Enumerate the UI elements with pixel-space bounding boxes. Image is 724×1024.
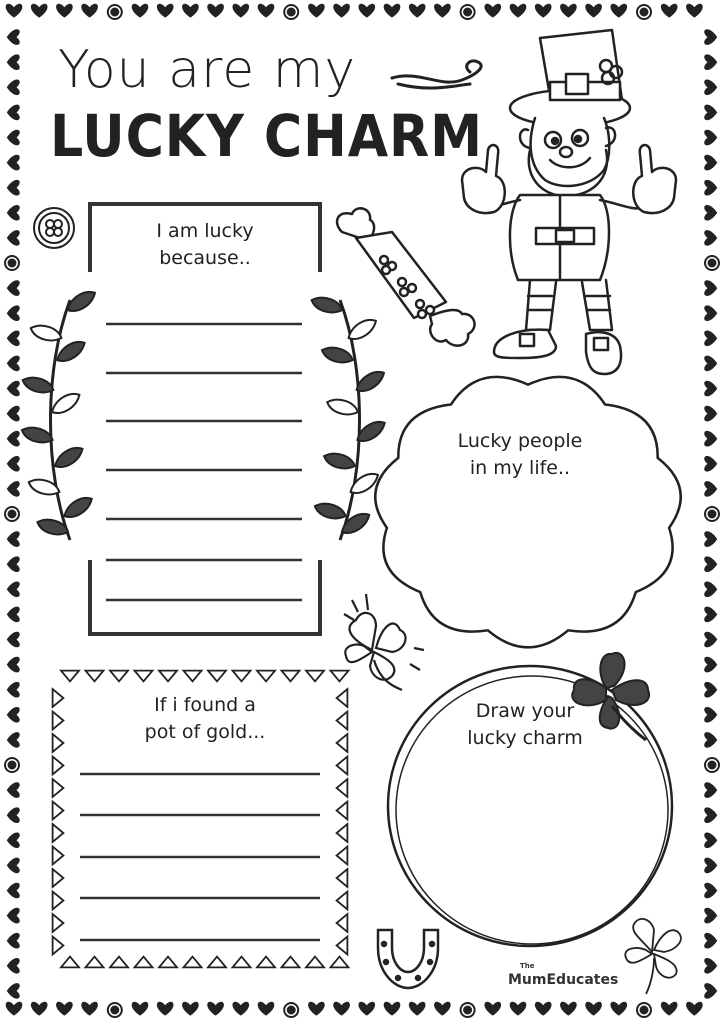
brand-logo: MumEducates [508, 972, 619, 988]
draw-charm-prompt [440, 698, 610, 752]
lucky-because-lines [106, 324, 302, 600]
leprechaun-illustration [462, 30, 676, 374]
prompt-line: If i found a [154, 694, 256, 716]
swirl-icon [392, 61, 481, 88]
prompt-line: because.. [159, 247, 251, 269]
prompt-line: in my life.. [469, 457, 571, 479]
prompt-line: Lucky people [457, 430, 583, 452]
pot-of-gold-prompt [110, 692, 300, 746]
brand-the: The [520, 962, 535, 970]
prompt-line: lucky charm [467, 727, 583, 749]
title-line-2: LUCKY CHARM [50, 102, 483, 170]
horseshoe-icon [378, 930, 438, 988]
cloud-frame [375, 377, 680, 647]
clover-icon [344, 594, 424, 690]
lucky-people-prompt [430, 428, 610, 482]
lucky-because-prompt [110, 218, 300, 272]
title-line-1: You are my [58, 40, 357, 100]
coin-icon [34, 208, 74, 248]
prompt-line: pot of gold... [144, 721, 266, 743]
laurel-branch-icon [20, 288, 99, 540]
clover-icon [625, 919, 681, 994]
prompt-line: I am lucky [156, 220, 254, 242]
prompt-line: Draw your [475, 700, 575, 722]
